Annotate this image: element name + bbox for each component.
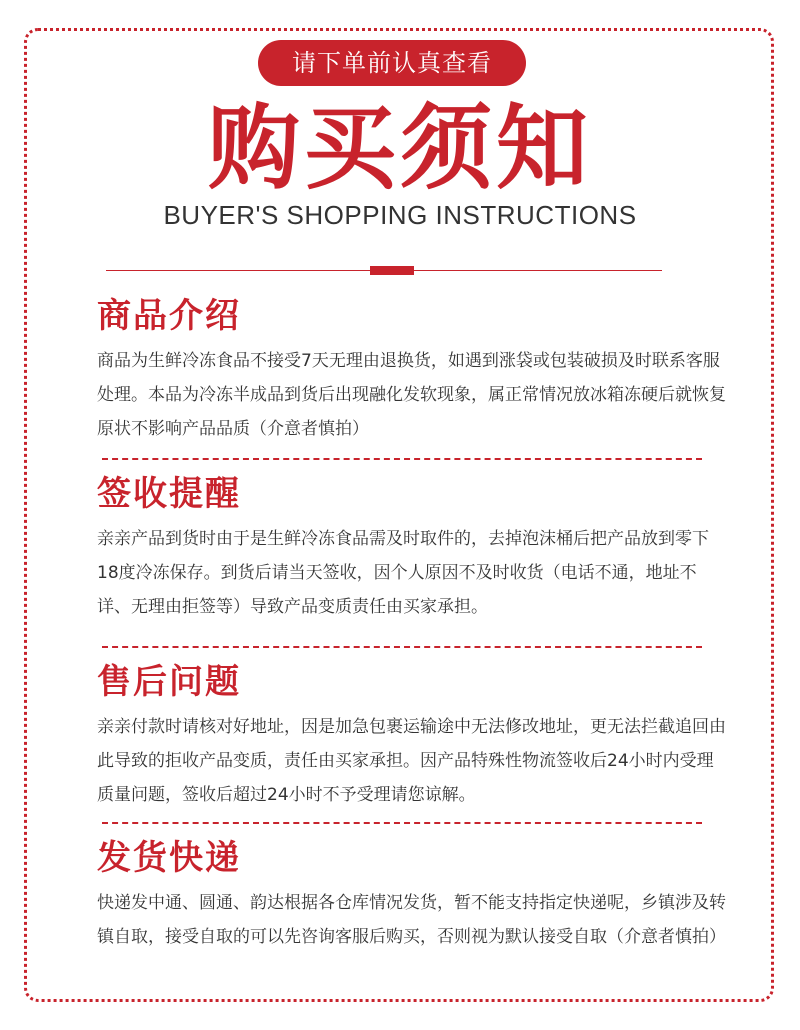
page-title: 购买须知 xyxy=(207,95,592,202)
section-after-sales xyxy=(97,660,727,812)
section-shipping xyxy=(97,836,727,954)
header-badge: 请下单前认真查看 xyxy=(258,40,526,86)
section-title: 发货快递 xyxy=(97,838,241,878)
section-divider xyxy=(102,646,702,648)
section-divider xyxy=(102,458,702,460)
page-subtitle: BUYER'S SHOPPING INSTRUCTIONS xyxy=(163,200,637,230)
section-delivery-reminder xyxy=(97,472,727,624)
section-title: 售后问题 xyxy=(97,662,241,702)
section-title: 签收提醒 xyxy=(97,474,241,514)
section-body: 商品为生鲜冷冻食品不接受7天无理由退换货，如遇到涨袋或包装破损及时联系客服处理。本品为冷冻半成品到货后出现融化发软现象，属正常情况放冰箱冻硬后就恢复原状不影响产品品质（介意者慎拍） xyxy=(97,351,726,439)
section-divider xyxy=(102,822,702,824)
title-divider-mark xyxy=(370,266,414,275)
section-body: 亲亲付款时请核对好地址，因是加急包裹运输途中无法修改地址，更无法拦截追回由此导致的拒收产品变质，责任由买家承担。因产品特殊性物流签收后24小时内受理质量问题，签收后超过24小时不予受理请您谅解。 xyxy=(97,717,726,805)
section-product-intro xyxy=(97,294,727,446)
section-body: 亲亲产品到货时由于是生鲜冷冻食品需及时取件的，去掉泡沫桶后把产品放到零下18度冷冻保存。到货后请当天签收，因个人原因不及时收货（电话不通，地址不详、无理由拒签等）导致产品变质责任由买家承担。 xyxy=(97,529,709,617)
section-body: 快递发中通、圆通、韵达根据各仓库情况发货，暂不能支持指定快递呢，乡镇涉及转镇自取，接受自取的可以先咨询客服后购买，否则视为默认接受自取（介意者慎拍） xyxy=(97,893,726,947)
section-title: 商品介绍 xyxy=(97,296,241,336)
